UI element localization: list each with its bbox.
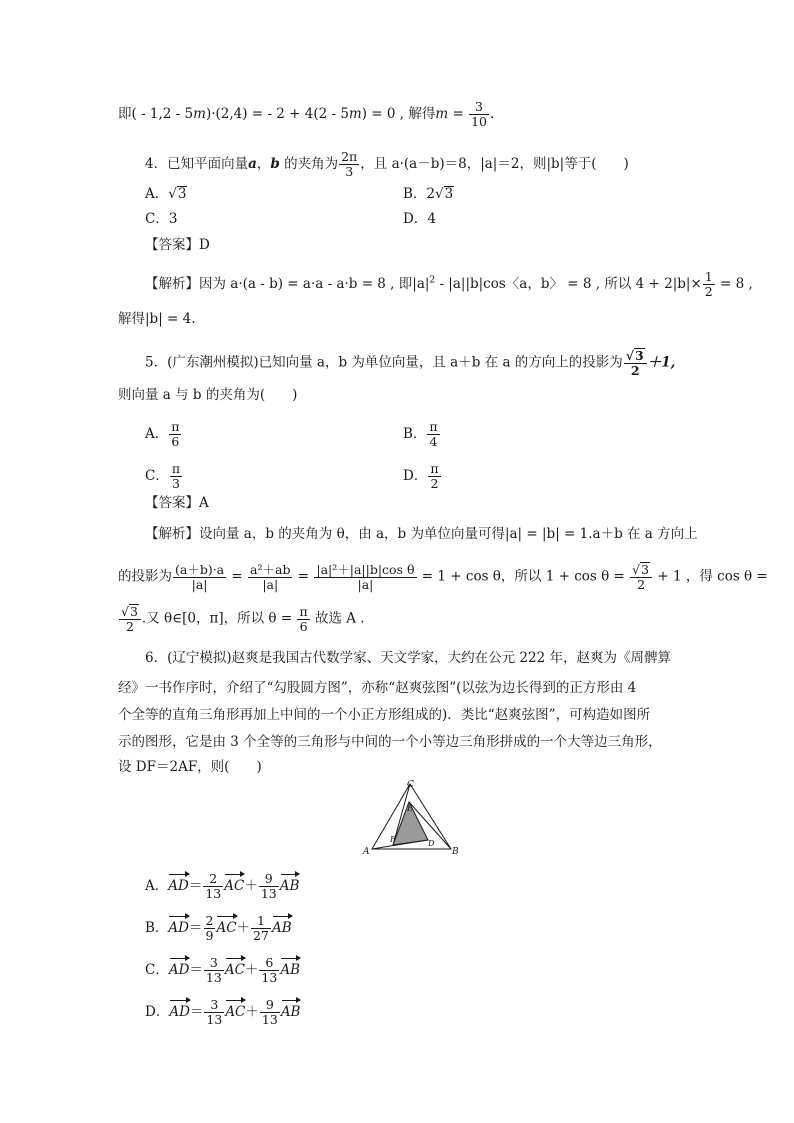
label-a: A	[363, 847, 370, 857]
q4-analysis-line2: 解得|b| = 4.	[118, 311, 196, 327]
q6-stem-line1: 6．(辽宁模拟)赵爽是我国古代数学家、天文学家，大约在公元 222 年，赵爽为《周髀算	[145, 650, 671, 666]
q6-option-d[interactable]: D．AD＝ $\frac{3}{13}$ AC＋ $\frac{9}{13}$ AB	[145, 997, 301, 1027]
q4-analysis: 【解析】因为 a·(a - b) = a·a - a·b = 8 , 即$|a|^2 - |a||b|\cos$〈a，b〉 = 8 , 所以 4 + 2|b|× $\frac{1}{2}$ = 8 ,	[145, 269, 753, 299]
q4-option-b[interactable]: B．2√3	[403, 186, 454, 202]
q5-analysis-line3: $\frac{√3}{2}$ .又 θ∈[0，π]，所以 θ = $\frac{\pi}{6}$ 故选 A .	[121, 603, 365, 634]
q6-option-c[interactable]: C．AD＝ $\frac{3}{13}$ AC＋ $\frac{6}{13}$ AB	[145, 955, 300, 985]
q5-option-a[interactable]: A． $\frac{\pi}{6}$	[145, 419, 180, 449]
q6-stem-line4: 示的图形，它是由 3 个全等的三角形与中间的一个小等边三角形拼成的一个大等边三角形，	[118, 734, 662, 750]
q4-option-a[interactable]: A．√3	[145, 186, 187, 202]
q5-analysis: 【解析】设向量 a，b 的夹角为 θ，由 a，b 为单位向量可得|a| = |b| = 1.a＋b 在 a 方向上	[145, 526, 698, 542]
triangle-figure	[362, 778, 462, 858]
q5-option-d[interactable]: D． $\frac{\pi}{2}$	[403, 461, 439, 491]
q6-option-a[interactable]: A．AD＝ $\frac{2}{13}$ AC＋ $\frac{9}{13}$ AB	[145, 871, 300, 901]
q4-answer: 【答案】D	[145, 237, 210, 253]
label-e: E	[407, 804, 413, 813]
q5-option-c[interactable]: C． $\frac{\pi}{3}$	[145, 461, 181, 491]
q4-option-d[interactable]: D．4	[403, 211, 436, 227]
label-c: C	[407, 780, 414, 790]
q5-analysis-line2: 的投影为 $\frac{(a+b)\cdot a}{|a|}$ = $\frac{\text{a²＋ab}}{|a|}$ = $\frac{\text{|a|²＋|a||b|cos θ}}{|a|}$ = 1 + cos θ，所以 1 + cos θ = $\frac{√3}{2}$ + 1 ，得 cos θ =	[118, 561, 768, 592]
intro-line: 即( - 1,2 - 5m)·(2,4) = - 2 + 4(2 - 5m) = 0 , 解得m = $\frac{3}{10}$ .	[118, 99, 495, 129]
q4-stem: 4．已知平面向量a，b 的夹角为 $\frac{2\pi}{3}$ ，且 a·(a－b)＝8，|a|＝2，则|b|等于( )	[145, 149, 629, 179]
q5-option-b[interactable]: B． $\frac{\pi}{4}$	[403, 419, 438, 449]
label-f: F	[390, 835, 396, 844]
label-b: B	[452, 847, 459, 857]
q5-stem: 5．(广东潮州模拟)已知向量 a，b 为单位向量，且 a＋b 在 a 的方向上的投影为 $\frac{√3}{2}$ ＋1,	[145, 348, 676, 378]
q6-stem-line3: 个全等的直角三角形再加上中间的一个小正方形组成的)．类比“赵爽弦图”，可构造如图所	[118, 707, 651, 723]
q5-answer: 【答案】A	[145, 495, 209, 511]
q6-option-b[interactable]: B．AD＝ $\frac{2}{9}$ AC＋ $\frac{1}{27}$ AB	[145, 913, 292, 943]
q6-stem-line5: 设 DF＝2AF，则( )	[118, 759, 262, 775]
label-d: D	[428, 839, 435, 848]
q6-stem-line2: 经》一书作序时，介绍了“勾股圆方图”，亦称“赵爽弦图”(以弦为边长得到的正方形由 4	[118, 680, 637, 696]
q5-stem-line2: 则向量 a 与 b 的夹角为( )	[118, 387, 298, 403]
q4-option-c[interactable]: C．3	[145, 211, 178, 227]
